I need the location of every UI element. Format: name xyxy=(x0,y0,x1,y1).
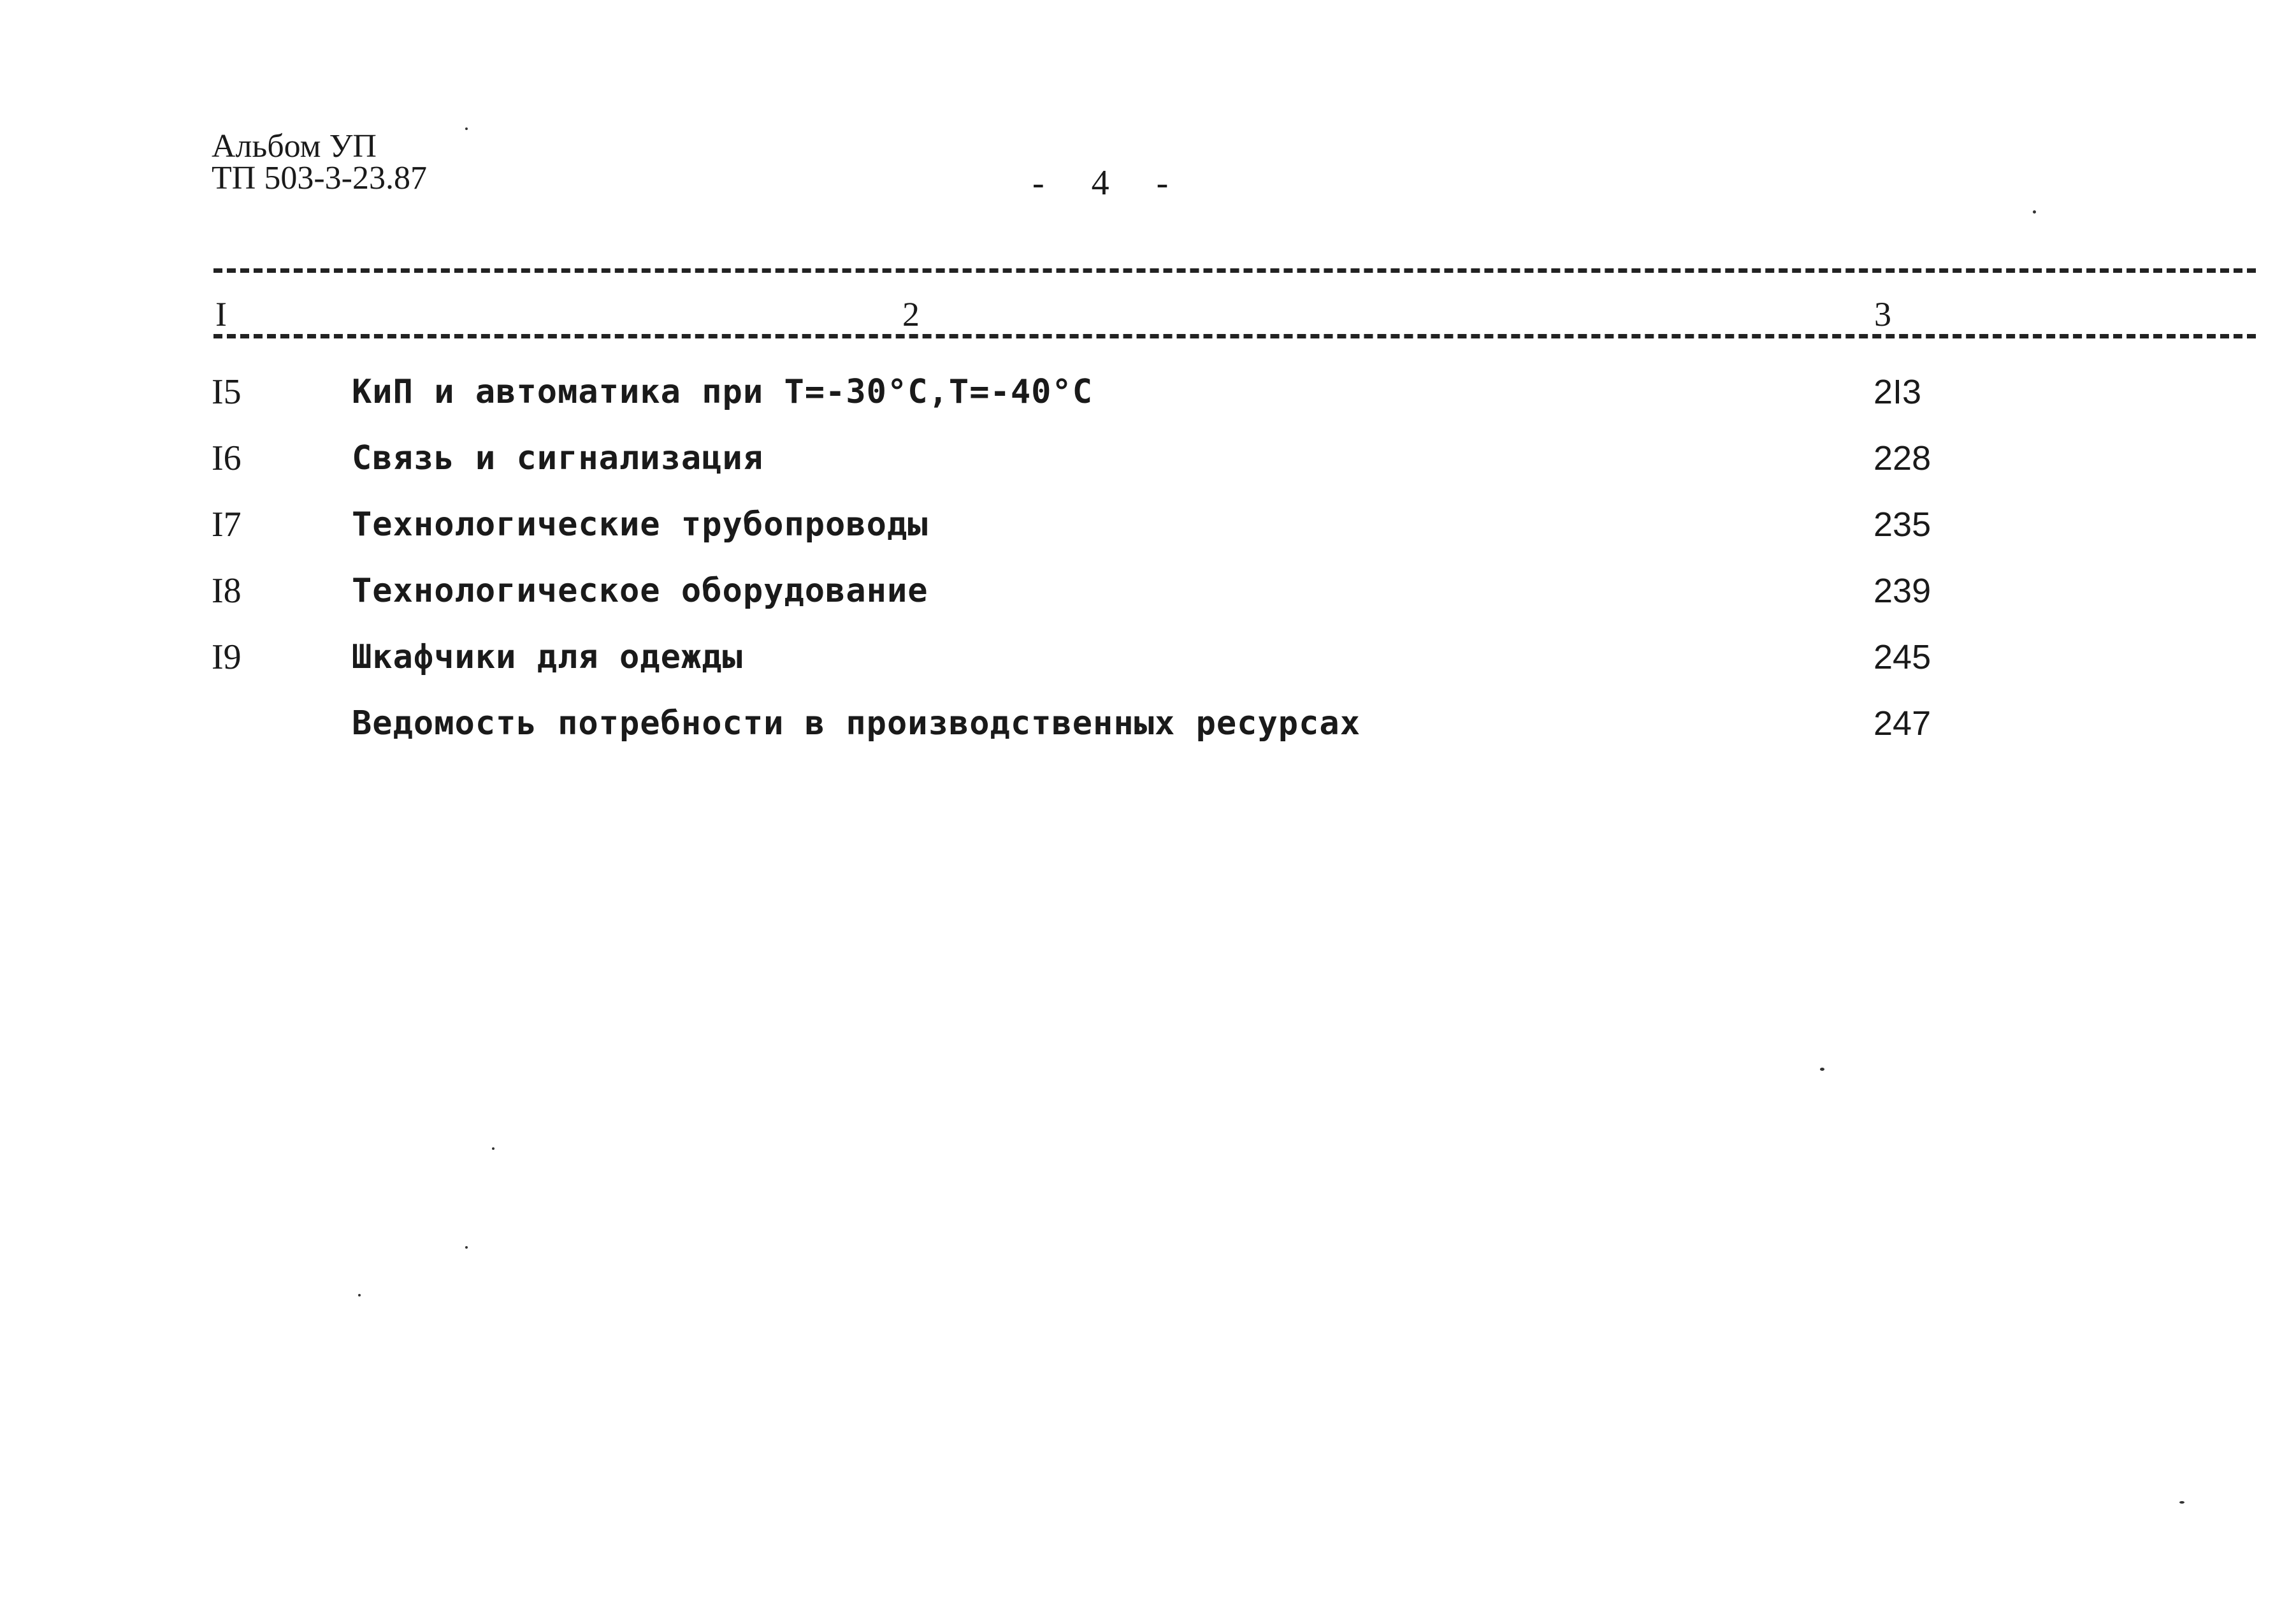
row-number: I6 xyxy=(212,439,242,478)
row-title: Ведомость потребности в производственных ресурсах xyxy=(352,704,1361,743)
table-row xyxy=(0,439,2296,505)
table-row xyxy=(0,373,2296,439)
row-page: 2I3 xyxy=(1874,373,1922,411)
row-title: Технологические трубопроводы xyxy=(352,505,928,544)
column-header-3: 3 xyxy=(1869,294,1896,334)
row-page: 235 xyxy=(1874,505,1931,544)
column-header-2: 2 xyxy=(897,294,925,334)
table-row xyxy=(0,638,2296,704)
row-page: 247 xyxy=(1874,704,1931,743)
row-number: I9 xyxy=(212,637,242,677)
table-header-rule xyxy=(213,334,2256,338)
table-body xyxy=(0,373,2296,771)
scan-speck xyxy=(1820,1068,1824,1071)
scan-speck xyxy=(465,127,468,130)
album-label: Альбом УП xyxy=(212,128,377,164)
row-page: 245 xyxy=(1874,638,1931,676)
table-row xyxy=(0,572,2296,638)
table-top-rule xyxy=(213,268,2256,273)
row-page: 239 xyxy=(1874,572,1931,610)
scan-speck xyxy=(492,1147,495,1150)
row-number: I7 xyxy=(212,505,242,544)
table-row xyxy=(0,704,2296,771)
scan-speck xyxy=(2033,210,2036,214)
scan-speck xyxy=(358,1294,361,1296)
row-number: I5 xyxy=(212,372,242,412)
scan-speck xyxy=(2179,1501,2184,1504)
row-number: I8 xyxy=(212,571,242,611)
row-page: 228 xyxy=(1874,439,1931,477)
table-row xyxy=(0,505,2296,572)
row-title: Шкафчики для одежды xyxy=(352,638,743,676)
document-header xyxy=(212,128,427,196)
scan-speck xyxy=(465,1246,468,1249)
row-title: КиП и автоматика при Т=-30°С,Т=-40°С xyxy=(352,373,1094,411)
row-title: Связь и сигнализация xyxy=(352,439,764,477)
page-number: - 4 - xyxy=(1032,163,1188,203)
column-header-1: I xyxy=(210,294,232,334)
row-title: Технологическое оборудование xyxy=(352,572,928,610)
project-code: ТП 503-3-23.87 xyxy=(212,160,427,196)
